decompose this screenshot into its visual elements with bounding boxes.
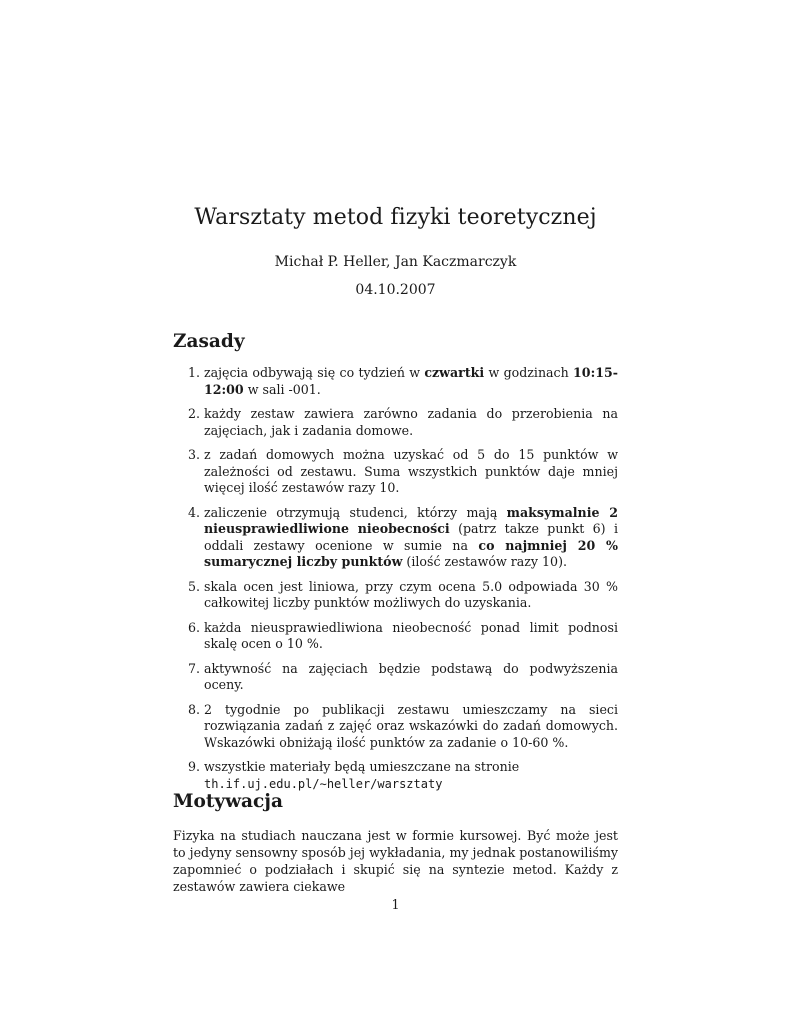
list-item-text: w godzinach bbox=[484, 365, 574, 380]
document-date: 04.10.2007 bbox=[355, 282, 436, 298]
list-item bbox=[173, 661, 618, 694]
list-item-number: 7. bbox=[188, 660, 201, 676]
list-item-text: każda nieusprawiedliwiona nieobecność ponad limit podnosi skalę ocen o 10 %. bbox=[204, 619, 618, 651]
list-item-text: zaliczenie otrzymują studenci, którzy mają bbox=[204, 504, 507, 520]
list-item-text: każdy zestaw zawiera zarówno zadania do przerobienia na zajęciach, jak i zadania domowe. bbox=[204, 406, 618, 438]
list-item-text: 2 tygodnie po publikacji zestawu umieszczamy na sieci rozwiązania zadań z zajęć oraz wskazówki do zadań domowych. Wskazówki obniżają ilość punktów za zadanie o 10-60 %. bbox=[204, 701, 618, 750]
list-item-bold-text: maksymalnie 2 nieusprawiedliwione nieobecności bbox=[204, 504, 618, 536]
list-item bbox=[173, 406, 618, 439]
list-item-text: aktywność na zajęciach będzie podstawą do podwyższenia oceny. bbox=[204, 660, 618, 692]
list-item-text: wszystkie materiały będą umieszczane na stronie bbox=[204, 759, 520, 774]
section-heading-motywacja: Motywacja bbox=[173, 791, 283, 812]
list-item bbox=[173, 365, 618, 398]
list-item-text: skala ocen jest liniowa, przy czym ocena 5.0 odpowiada 30 % całkowitej liczby punktów możliwych do uzyskania. bbox=[204, 578, 618, 610]
list-item bbox=[173, 759, 618, 792]
list-item bbox=[173, 620, 618, 653]
list-item-number: 2. bbox=[188, 406, 201, 421]
list-item-text: w sali -001. bbox=[243, 381, 321, 397]
list-item-text: zajęcia odbywają się co tydzień w bbox=[204, 365, 425, 380]
document-title: Warsztaty metod fizyki teoretycznej bbox=[194, 205, 597, 230]
list-item-number: 8. bbox=[188, 701, 201, 717]
list-item-number: 9. bbox=[188, 759, 201, 774]
list-item-number: 6. bbox=[188, 619, 201, 635]
list-item-bold-text: 10:15-12:00 bbox=[204, 365, 618, 397]
list-item-text: z zadań domowych można uzyskać od 5 do 15 punktów w zależności od zestawu. Suma wszystkich punktów daje mniej więcej ilość zestawów razy 10. bbox=[204, 447, 618, 495]
motywacja-paragraph: Fizyka na studiach nauczana jest w formie kursowej. Być może jest to jedyny sensowny sposób jej wykładania, my jednak postanowiliśmy zapomnieć o podziałach i skupić się na syntezie metod. Każdy z zestawów zawiera ciekawe bbox=[173, 828, 618, 894]
list-item bbox=[173, 702, 618, 752]
list-item bbox=[173, 579, 618, 612]
list-item-number: 1. bbox=[188, 365, 201, 380]
page-number: 1 bbox=[391, 897, 400, 912]
list-item-number: 5. bbox=[188, 578, 201, 594]
list-item bbox=[173, 447, 618, 497]
list-item-number: 4. bbox=[188, 504, 201, 520]
section-heading-zasady: Zasady bbox=[173, 331, 245, 352]
list-item-text: (ilość zestawów razy 10). bbox=[402, 554, 567, 569]
list-item bbox=[173, 505, 618, 571]
list-item-bold-text: co najmniej 20 % sumarycznej liczby punktów bbox=[204, 537, 618, 569]
list-item-text: (patrz takze punkt 6) i oddali zestawy ocenione w sumie na bbox=[204, 521, 618, 553]
rules-list bbox=[173, 365, 618, 800]
list-item-number: 3. bbox=[188, 447, 201, 462]
website-url: th.if.uj.edu.pl/∼heller/warsztaty bbox=[204, 776, 443, 791]
list-item-bold-text: czwartki bbox=[424, 365, 485, 380]
document-authors: Michał P. Heller, Jan Kaczmarczyk bbox=[274, 254, 517, 270]
